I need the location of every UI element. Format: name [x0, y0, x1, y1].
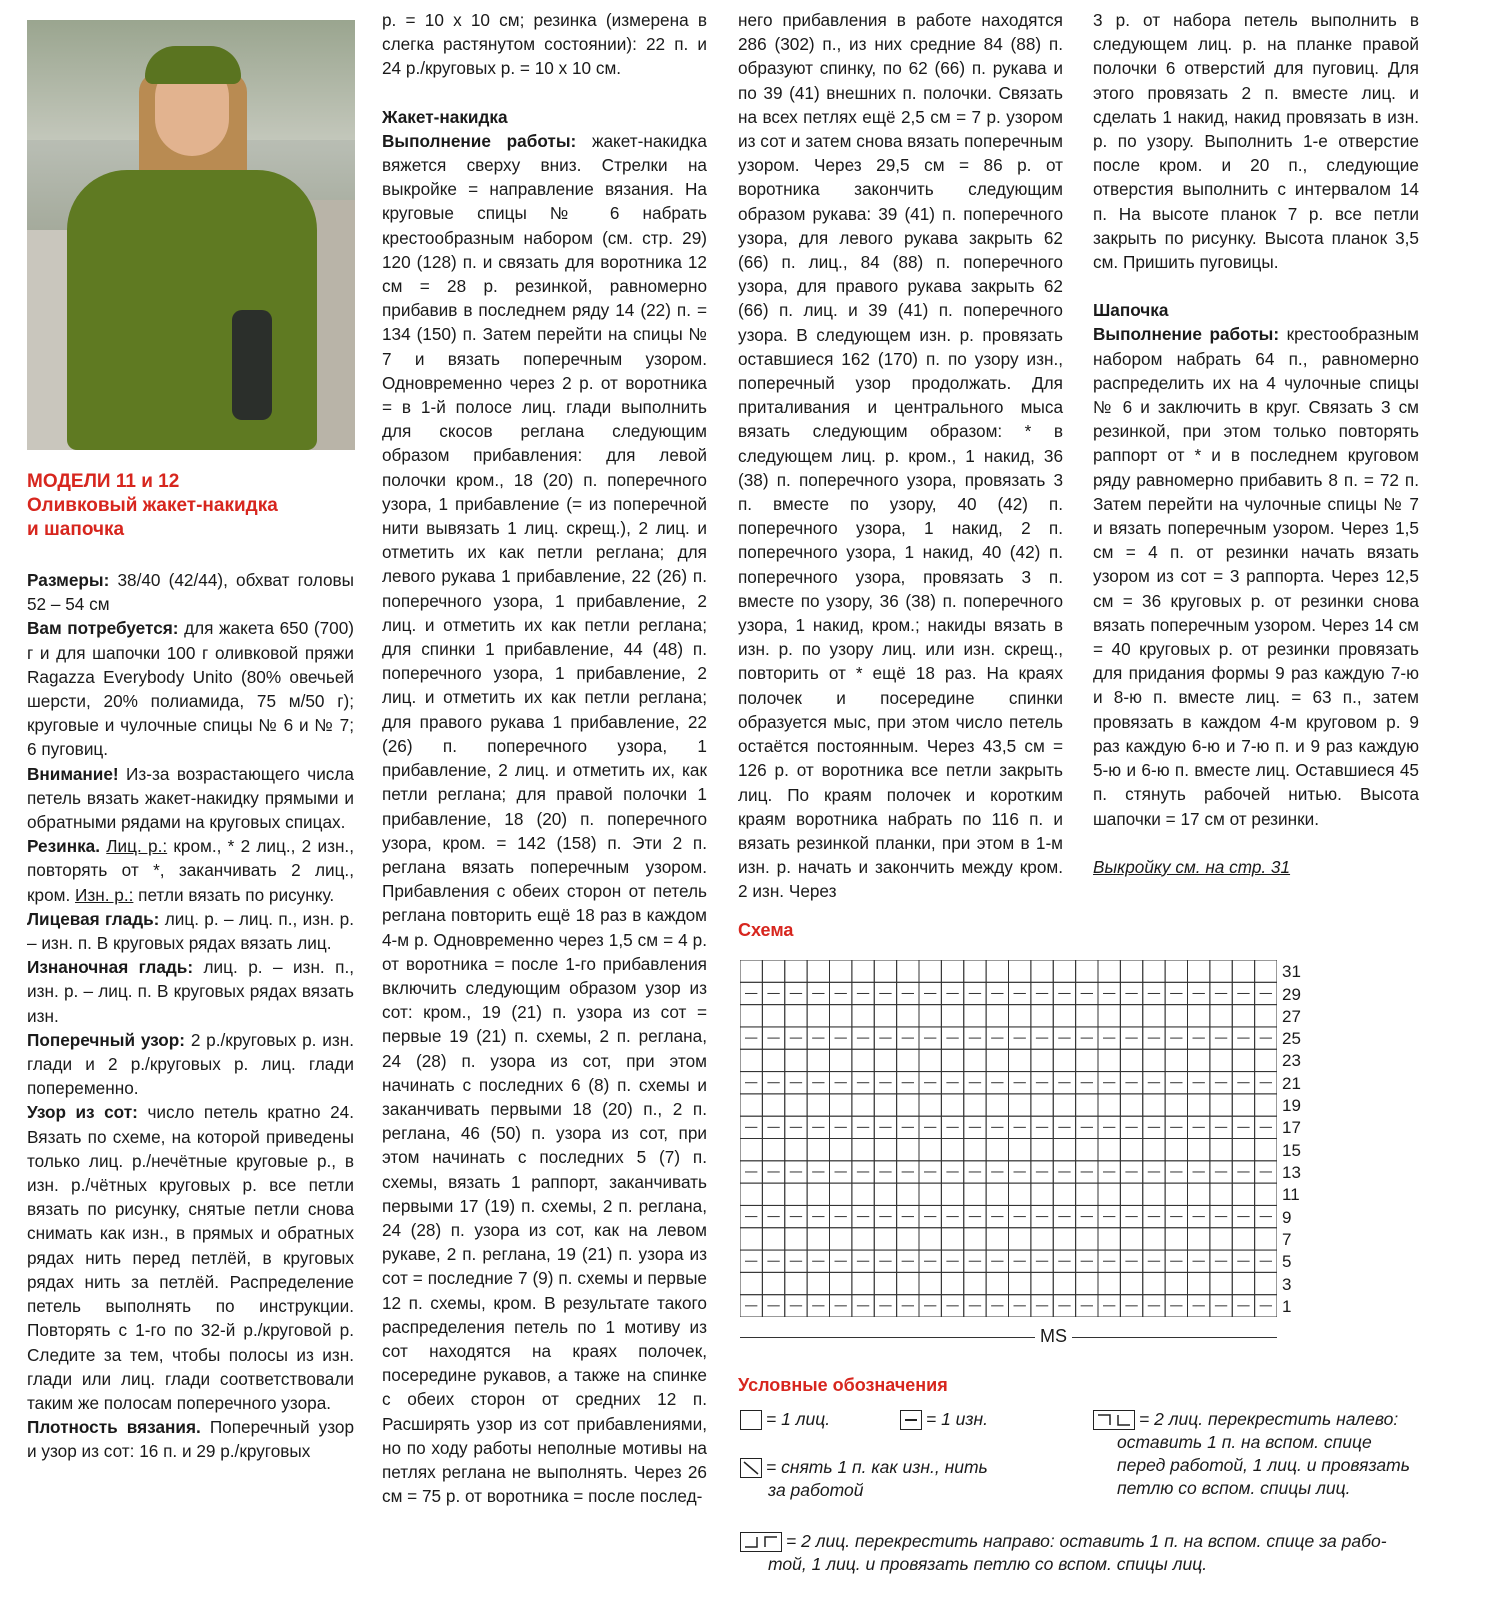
chart-cell	[1098, 1183, 1120, 1205]
chart-cell	[1009, 1228, 1031, 1250]
chart-cell	[1143, 1272, 1165, 1294]
chart-cell	[897, 960, 919, 982]
chart-cell	[762, 1139, 784, 1161]
chart-cell	[1031, 1094, 1053, 1116]
chart-cell	[1031, 1049, 1053, 1071]
chart-cell	[807, 1094, 829, 1116]
models-label: МОДЕЛИ 11 и 12	[27, 471, 180, 492]
column-2: р. = 10 х 10 см; резинка (измерена в слегка растянутом состоянии): 22 п. и 24 р./круговых р. = 10 х 10 см. Жакет-накидка Выполнение работы: жакет-накидка вяжется сверху вниз. Стрелки на выкройке = направление вязания. На круговые спицы № 6 набрать крестообразным набором (см. стр. 29) 120 (128) п. и связать для воротника 12 см = 28 р. резинкой, равномерно прибавив в последнем ряду 14 (22) п. = 134 (150) п. Затем перейти на спицы № 7 и вязать поперечным узором. Одновременно через 2 р. от воротника = в 1-й полосе лиц. глади выполнить для скосов реглана следующим образом прибавления: для левой полочки кром., 18 (20) п. поперечного узора, 1 прибавление (= из поперечной нити вывязать 1 лиц. скрещ.), 2 лиц. и отметить их как петли реглана; для левого рукава 1 прибавление, 22 (26) п. поперечного узора, 1 прибавление, 2 лиц. и отметить их как петли реглана; для спинки 1 прибавление, 44 (48) п. поперечного узора, 1 прибавление, 2 лиц. и отметить их как петли реглана; для правого рукава 1 прибавление, 22 (26) п. поперечного узора, 1 прибавление, 2 лиц. и отметить их, как петли реглана; для правой полочки 1 прибавление, 18 (20) п. поперечного узора, кром. = 142 (158) п. Эти 2 п. реглана вязать поперечным узором. Прибавления с обеих сторон от петель реглана повторить ещё 18 раз в каждом 4-м р. Одновременно через 1,5 см = 4 р. от воротника = после 1-го прибавления включить следующим образом узор из сот: кром., 19 (21) п. узора из сот = первые 19 (21) п. схемы, 2 п. реглана, 24 (28) п. узора из сот, при этом начинать с последних 6 (8) п. схемы и заканчивать первыми 18 (20) п., 2 п. реглана, 46 (50) п. узора из сот, при этом начинать с последних 5 (7) п. схемы, вязать 1 раппорт, заканчивать первыми 17 (19) п. схемы, 2 п. реглана, 24 (28) п. узора из сот, как на левом рукаве, 2 п. реглана, 19 (21) п. узора из сот = последние 7 (9) п. схемы и первые 12 п. схемы, кром. В результате такого распределения петель по 1 мотиву из сот находятся на краях полочек, посередине рукавов, а также на спинке с обеих сторон от средних 12 п. Расширять узор из сот прибавлениями, но по ходу работы неполные мотивы на петлях реглана не выполнять. Через 26 см = 75 р. от воротника = после послед-	[382, 10, 707, 1507]
chart-cell	[785, 1094, 807, 1116]
chart-cell	[1255, 1005, 1277, 1027]
chart-cell	[986, 1272, 1008, 1294]
chart-cell	[1009, 1005, 1031, 1027]
chart-cell	[941, 960, 963, 982]
chart-cell	[1076, 1272, 1098, 1294]
chart-cell	[1255, 1139, 1277, 1161]
chart-row-label: 17	[1282, 1118, 1301, 1138]
chart-cell	[785, 1049, 807, 1071]
chart-cell	[785, 1272, 807, 1294]
chart-cell	[986, 1183, 1008, 1205]
chart-cell	[785, 1005, 807, 1027]
chart-cell	[1143, 1228, 1165, 1250]
chart-cell	[852, 1005, 874, 1027]
chart-cell	[1232, 1272, 1254, 1294]
chart-cell	[1188, 1228, 1210, 1250]
model-photo	[27, 20, 355, 450]
chart-row-label: 31	[1282, 962, 1301, 982]
chart-cell	[1098, 960, 1120, 982]
cross-right-symbol-icon	[740, 1532, 782, 1552]
chart-cell	[807, 1272, 829, 1294]
chart-cell	[941, 1272, 963, 1294]
chart-cell	[830, 1183, 852, 1205]
chart-cell	[807, 1228, 829, 1250]
chart-row-label: 21	[1282, 1073, 1301, 1093]
chart-cell	[762, 1228, 784, 1250]
chart-cell	[897, 1005, 919, 1027]
chart-cell	[1232, 1183, 1254, 1205]
chart-row-label: 11	[1282, 1185, 1300, 1205]
chart-cell	[1076, 1005, 1098, 1027]
chart-cell	[1232, 1049, 1254, 1071]
chart-cell	[897, 1094, 919, 1116]
chart-row-label: 27	[1282, 1006, 1301, 1026]
chart-cell	[1165, 1049, 1187, 1071]
chart-cell	[1165, 1094, 1187, 1116]
chart-cell	[1053, 1272, 1075, 1294]
chart-cell	[852, 1139, 874, 1161]
chart-cell	[1053, 1005, 1075, 1027]
chart-cell	[740, 1228, 762, 1250]
chart-cell	[897, 1272, 919, 1294]
chart-cell	[1076, 1139, 1098, 1161]
chart-cell	[964, 1094, 986, 1116]
chart-cell	[740, 960, 762, 982]
chart-cell	[1009, 1094, 1031, 1116]
chart-cell	[740, 1183, 762, 1205]
chart-cell	[897, 1049, 919, 1071]
chart-cell	[1255, 1049, 1277, 1071]
chart-cell	[986, 1094, 1008, 1116]
chart-cell	[762, 1183, 784, 1205]
chart-cell	[1076, 1183, 1098, 1205]
chart-cell	[1210, 1005, 1232, 1027]
chart-cell	[1031, 1139, 1053, 1161]
chart-cell	[830, 1005, 852, 1027]
chart-cell	[740, 1139, 762, 1161]
chart-cell	[874, 960, 896, 982]
chart-cell	[1076, 1049, 1098, 1071]
chart-row-label: 29	[1282, 984, 1301, 1004]
chart-cell	[874, 1049, 896, 1071]
chart-cell	[830, 1094, 852, 1116]
chart-cell	[1009, 1272, 1031, 1294]
chart-cell	[1210, 960, 1232, 982]
chart-cell	[1165, 1139, 1187, 1161]
chart-cell	[762, 1005, 784, 1027]
chart-cell	[1255, 1272, 1277, 1294]
chart-cell	[1031, 1183, 1053, 1205]
chart-cell	[1143, 1005, 1165, 1027]
chart-cell	[1120, 1272, 1142, 1294]
chart-cell	[1188, 1005, 1210, 1027]
chart-cell	[1053, 1228, 1075, 1250]
chart-cell	[919, 960, 941, 982]
chart-row-label: 13	[1282, 1163, 1301, 1183]
chart-cell	[740, 1094, 762, 1116]
knitting-chart	[740, 960, 1277, 1317]
chart-cell	[785, 1183, 807, 1205]
chart-cell	[1165, 1228, 1187, 1250]
knit-symbol-icon	[740, 1410, 762, 1430]
chart-cell	[1053, 1094, 1075, 1116]
chart-row-label: 1	[1282, 1296, 1292, 1316]
cross-left-symbol-icon	[1093, 1410, 1135, 1430]
slip-symbol-icon	[740, 1458, 762, 1478]
chart-cell	[1053, 960, 1075, 982]
chart-row-label: 7	[1282, 1229, 1292, 1249]
chart-cell	[964, 1005, 986, 1027]
chart-cell	[830, 1139, 852, 1161]
chart-row-label: 19	[1282, 1096, 1301, 1116]
chart-cell	[874, 1228, 896, 1250]
chart-cell	[1098, 1005, 1120, 1027]
chart-cell	[852, 1183, 874, 1205]
chart-cell	[919, 1228, 941, 1250]
chart-cell	[941, 1228, 963, 1250]
chart-cell	[1165, 960, 1187, 982]
chart-cell	[1120, 960, 1142, 982]
chart-cell	[785, 1139, 807, 1161]
chart-cell	[1076, 1228, 1098, 1250]
chart-cell	[986, 1139, 1008, 1161]
chart-cell	[1009, 1183, 1031, 1205]
schema-title: Схема	[738, 920, 794, 940]
article-title	[27, 470, 357, 542]
column-1: Размеры: 38/40 (42/44), обхват головы 52 – 54 см Вам потребуется: для жакета 650 (700) г и для шапочки 100 г оливковой пряжи Ragazza Everybody Unito (80% овечьей шерсти, 20% полиамида, 75 м/50 г); круговые и чулочные спицы № 6 и № 7; 6 пуговиц. Внимание! Из-за возрастающего числа петель вязать жакет-накидку прямыми и обратными рядами на круговых спицах. Резинка. Лиц. р.: кром., * 2 лиц., 2 изн., повторять от *, заканчивать 2 лиц., кром. Изн. р.: петли вязать по рисунку. Лицевая гладь: лиц. р. – лиц. п., изн. р. – изн. п. В круговых рядах вязать лиц. Изнаночная гладь: лиц. р. – изн. п., изн. р. – лиц. п. В круговых рядах вязать изн. Поперечный узор: 2 р./круговых р. изн. глади и 2 р./круговых р. лиц. глади попеременно. Узор из сот: число петель кратно 24. Вязать по схеме, на которой приведены только лиц. р./нечётные круговые р., в изн. р./чётных круговых р. все петли вязать по рисунку, снятые петли снова снимать как изн., в прямых и обратных рядах нить перед петлёй, в круговых рядах нить за петлёй. Распределение петель выполнять по инструкции. Повторять с 1-го по 32-й р./круговой р. Следите за тем, чтобы полосы из изн. глади или лиц. глади соответствовали таким же полосам поперечного узора. Плотность вязания. Поперечный узор и узор из сот: 16 п. и 29 р./круговых	[27, 570, 355, 1462]
legend-cross-right: = 2 лиц. перекрестить направо: оставить 1 п. на вспом. спице за рабо- той, 1 лиц. и провязать петлю со вспом. спицы лиц.	[740, 1530, 1430, 1576]
chart-cell	[852, 1272, 874, 1294]
chart-cell	[964, 1272, 986, 1294]
chart-cell	[964, 1228, 986, 1250]
chart-cell	[1255, 1183, 1277, 1205]
chart-cell	[919, 1005, 941, 1027]
chart-cell	[852, 1049, 874, 1071]
chart-cell	[1053, 1139, 1075, 1161]
chart-cell	[1098, 1094, 1120, 1116]
chart-cell	[964, 960, 986, 982]
chart-cell	[1255, 1094, 1277, 1116]
hat-heading: Шапочка	[1093, 300, 1169, 321]
purl-symbol-icon	[900, 1410, 922, 1430]
chart-row-label: 3	[1282, 1274, 1292, 1294]
ms-marker: MS	[740, 1326, 1277, 1346]
legend-purl: = 1 изн.	[900, 1408, 988, 1431]
chart-cell	[1143, 1139, 1165, 1161]
column-4: 3 р. от набора петель выполнить в следующем лиц. р. на планке правой полочки 6 отверстий для пуговиц. Для этого провязать 2 п. вместе лиц. и сделать 1 накид, накид провязать в изн. р. по узору. Выполнить 1-е отверстие после кром. и 20 п., следующие отверстия выполнить с интервалом 14 п. На высоте планок 7 р. все петли закрыть по рисунку. Высота планок 3,5 см. Пришить пуговицы. Шапочка Выполнение работы: крестообразным набором набрать 64 п., равномерно распределить их на 4 чулочные спицы № 6 и заключить в круг. Связать 3 см резинкой, при этом только повторять раппорт от * и в последнем круговом ряду равномерно прибавить 8 п. = 72 п. Затем перейти на чулочные спицы № 7 и вязать поперечным узором. Через 1,5 см = 4 п. от резинки начать вязать узором из сот = 3 раппорта. Через 12,5 см = 36 круговых р. от резинки снова вязать поперечным узором. Через 14 см = 40 круговых р. от резинки провязать для придания формы 9 раз каждую 7-ю и 8-ю п. вместе лиц. = 63 п., затем провязать в каждом 4-м круговом р. 9 раз каждую 6-ю и 7-ю п. и 9 раз каждую 5-ю и 6-ю п. вместе лиц. Оставшиеся 45 п. стянуть рабочей нитью. Высота шапочки = 17 см от резинки. Выкройку см. на стр. 31	[1093, 10, 1419, 877]
chart-cell	[964, 1139, 986, 1161]
chart-cell	[762, 960, 784, 982]
chart-cell	[1210, 1228, 1232, 1250]
chart-cell	[1009, 960, 1031, 982]
chart-cell	[874, 1005, 896, 1027]
chart-cell	[762, 1094, 784, 1116]
chart-cell	[986, 1005, 1008, 1027]
chart-cell	[1188, 960, 1210, 982]
chart-cell	[1031, 1005, 1053, 1027]
title-line-1: Оливковый жакет-накидка	[27, 495, 278, 516]
chart-cell	[919, 1139, 941, 1161]
chart-cell	[1098, 1139, 1120, 1161]
chart-cell	[1232, 1139, 1254, 1161]
chart-cell	[1210, 1139, 1232, 1161]
chart-cell	[762, 1272, 784, 1294]
chart-cell	[874, 1272, 896, 1294]
chart-cell	[1143, 1049, 1165, 1071]
chart-cell	[1031, 960, 1053, 982]
chart-cell	[1188, 1049, 1210, 1071]
chart-cell	[1210, 1183, 1232, 1205]
chart-cell	[1143, 1183, 1165, 1205]
chart-cell	[964, 1049, 986, 1071]
chart-cell	[919, 1183, 941, 1205]
chart-cell	[830, 1228, 852, 1250]
chart-cell	[986, 1049, 1008, 1071]
chart-cell	[1076, 960, 1098, 982]
chart-cell	[1165, 1183, 1187, 1205]
chart-cell	[1210, 1094, 1232, 1116]
chart-cell	[807, 1049, 829, 1071]
chart-cell	[941, 1049, 963, 1071]
chart-cell	[807, 1183, 829, 1205]
chart-row-label: 15	[1282, 1140, 1301, 1160]
jacket-heading: Жакет-накидка	[382, 106, 508, 127]
chart-cell	[1143, 960, 1165, 982]
chart-cell	[1210, 1272, 1232, 1294]
chart-cell	[1031, 1228, 1053, 1250]
legend-cross-left: = 2 лиц. перекрестить налево: оставить 1 п. на вспом. спице перед работой, 1 лиц. и провязать петлю со вспом. спицы лиц.	[1093, 1408, 1423, 1500]
title-line-2: и шапочка	[27, 519, 125, 540]
chart-cell	[1053, 1049, 1075, 1071]
column-3: него прибавления в работе находятся 286 (302) п., из них средние 84 (88) п. образуют спинку, по 62 (66) п. рукава и по 39 (41) внешних п. полочки. Связать на всех петлях ещё 2,5 см = 7 р. узором из сот и затем снова вязать поперечным узором. Через 29,5 см = 86 р. от воротника закончить следующим образом рукава: 39 (41) п. поперечного узора, для левого рукава закрыть 62 (66) п. лиц., 84 (88) п. поперечного узора, для правого рукава закрыть 62 (66) п. лиц. и 39 (41) п. поперечного узора. В следующем изн. р. провязать оставшиеся 162 (170) п. по узору изн., поперечный узор продолжать. Для приталивания и центрального мыса вязать следующим образом: * в следующем лиц. р. кром., 1 накид, 36 (38) п. поперечного узора, провязать 3 п. вместе по узору, 40 (42) п. поперечного узора, 1 накид, 2 п. поперечного узора, 1 накид, 40 (42) п. поперечного узора, провязать 3 п. вместе по узору, 36 (38) п. поперечного узора, 1 накид, кром.; накиды вязать в изн. р. по узору лиц. или изн. скрещ., повторить от * ещё 18 раз. На краях полочек и посередине спинки образуется мыс, при этом число петель остаётся постоянным. Через 43,5 см = 126 р. от воротника все петли закрыть лиц. По краям полочек и коротким краям воротника набрать по 116 п. и вязать резинкой планки, при этом в 1-м изн. р. начать и закончить между кром. 2 изн. Через	[738, 10, 1063, 902]
chart-cell	[1232, 960, 1254, 982]
chart-cell	[897, 1228, 919, 1250]
chart-cell	[874, 1139, 896, 1161]
chart-cell	[1098, 1272, 1120, 1294]
chart-cell	[1232, 1094, 1254, 1116]
chart-cell	[852, 960, 874, 982]
chart-cell	[897, 1139, 919, 1161]
chart-cell	[1143, 1094, 1165, 1116]
chart-cell	[897, 1183, 919, 1205]
chart-cell	[807, 1139, 829, 1161]
chart-cell	[1120, 1228, 1142, 1250]
chart-cell	[1165, 1272, 1187, 1294]
chart-cell	[874, 1094, 896, 1116]
chart-cell	[919, 1272, 941, 1294]
chart-cell	[852, 1094, 874, 1116]
chart-cell	[1098, 1228, 1120, 1250]
chart-cell	[740, 1049, 762, 1071]
chart-cell	[1188, 1094, 1210, 1116]
chart-cell	[986, 960, 1008, 982]
chart-cell	[986, 1228, 1008, 1250]
chart-cell	[807, 1005, 829, 1027]
chart-cell	[1120, 1183, 1142, 1205]
chart-cell	[941, 1094, 963, 1116]
chart-cell	[941, 1139, 963, 1161]
chart-cell	[762, 1049, 784, 1071]
chart-cell	[740, 1272, 762, 1294]
chart-cell	[830, 1049, 852, 1071]
chart-cell	[852, 1228, 874, 1250]
chart-cell	[785, 1228, 807, 1250]
legend-knit: = 1 лиц.	[740, 1408, 830, 1431]
chart-cell	[919, 1094, 941, 1116]
chart-cell	[1009, 1139, 1031, 1161]
chart-cell	[1210, 1049, 1232, 1071]
chart-cell	[1120, 1094, 1142, 1116]
chart-cell	[830, 1272, 852, 1294]
chart-cell	[1255, 1228, 1277, 1250]
chart-cell	[1165, 1005, 1187, 1027]
chart-cell	[919, 1049, 941, 1071]
legend-slip: = снять 1 п. как изн., нить за работой	[740, 1456, 1040, 1502]
chart-cell	[1232, 1005, 1254, 1027]
chart-cell	[1232, 1228, 1254, 1250]
chart-cell	[874, 1183, 896, 1205]
chart-row-label: 23	[1282, 1051, 1301, 1071]
chart-cell	[830, 960, 852, 982]
chart-cell	[785, 960, 807, 982]
legend-title: Условные обозначения	[738, 1375, 948, 1395]
chart-row-label: 5	[1282, 1252, 1292, 1272]
chart-cell	[807, 960, 829, 982]
chart-cell	[1031, 1272, 1053, 1294]
chart-cell	[1255, 960, 1277, 982]
chart-cell	[964, 1183, 986, 1205]
chart-cell	[941, 1183, 963, 1205]
chart-cell	[1120, 1005, 1142, 1027]
chart-cell	[1098, 1049, 1120, 1071]
chart-cell	[1188, 1272, 1210, 1294]
chart-cell	[1076, 1094, 1098, 1116]
pattern-reference: Выкройку см. на стр. 31	[1093, 856, 1291, 877]
chart-cell	[1120, 1049, 1142, 1071]
chart-cell	[941, 1005, 963, 1027]
chart-cell	[1120, 1139, 1142, 1161]
chart-cell	[1053, 1183, 1075, 1205]
chart-cell	[1009, 1049, 1031, 1071]
chart-cell	[1188, 1183, 1210, 1205]
chart-cell	[1188, 1139, 1210, 1161]
chart-row-label: 9	[1282, 1207, 1292, 1227]
chart-cell	[740, 1005, 762, 1027]
chart-row-label: 25	[1282, 1029, 1301, 1049]
